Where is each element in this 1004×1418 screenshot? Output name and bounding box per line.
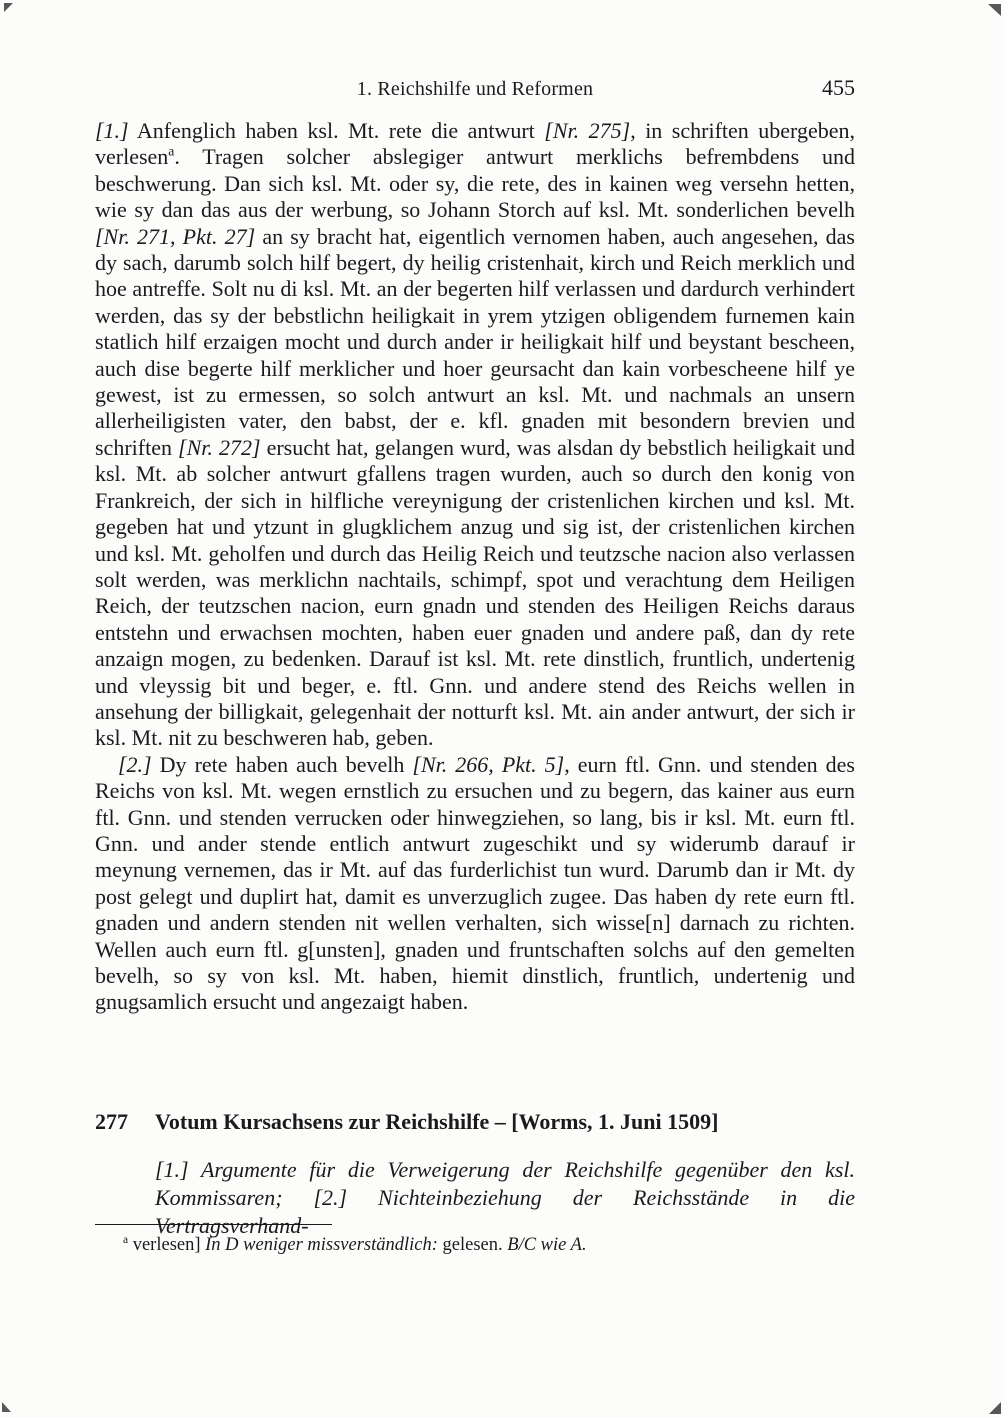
entry-heading (95, 1108, 855, 1135)
scan-artifact-top-left (4, 3, 13, 12)
paragraph-1: [1.] Anfenglich haben ksl. Mt. rete die antwurt [Nr. 275], in schriften ubergeben, verlesen$^a$. Tragen solcher abslegiger antwurt merklichs befrembdens und beschwerung. Dan sich ksl. Mt. oder sy, die rete, des in kainen weg versehn hetten, wie sy dan das aus der werbung, so Johann Storch auf ksl. Mt. sonderlichen bevelh [Nr. 271, Pkt. 27] an sy bracht hat, eigentlich vernomen haben, auch angesehen, das dy sach, darumb solch hilf begert, dy heilig cristenhait, kirch und Reich merklich und hoe antreffe. Solt nu di ksl. Mt. an der begerten hilf verlassen und dardurch verhindert werden, das sy der bebstlichn heiligkait in yrem ytzigen obligendem furnemen kain statlich hilf erzaigen mocht und durch ander ir heiligkait hilf und beystant bescheen, auch dise begerte hilf merklicher und hoer geursacht dan kain vorbescheene hilf ye gewest, ist zu ermessen, so solch antwurt an ksl. Mt. und nachmals an unsern allerheiligisten vater, den babst, der e. kfl. gnaden mit besondern brevien und schriften [Nr. 272] ersucht hat, gelangen wurd, was alsdan dy bebstlich heiligkait und ksl. Mt. ab solcher antwurt gfallens tragen wurden, auch so durch den konig von Frankreich, der sich in hilfliche vereynigung der cristenlichen kirchen und ksl. Mt. gegeben hat und ytzunt in glugklichem anzug und sig ist, der cristenlichen kirchen und ksl. Mt. geholfen und durch das Heilig Reich und teutzsche nacion also verlassen solt werden, was merklichn nachtails, schimpf, spot und verachtung dem Heiligen Reich, der teutzschen nacion, eurn gnadn und stenden des Heiligen Reichs daraus entstehn und erwachsen mochten, haben euer gnaden und andere paß, dan dy rete anzaign mogen, zu bedenken. Darauf ist ksl. Mt. rete dinstlich, fruntlich, undertenig und vleyssig bit und beger, e. ftl. Gnn. und andere stend des Reichs wellen in ansehung der billigkait, gelegenhait der notturft ksl. Mt. ain ander antwurt, der sich ir ksl. Mt. nit zu beschweren hab, geben. (95, 118, 856, 751)
scan-artifact-top-right (988, 4, 1001, 16)
running-title: 1. Reichshilfe und Reformen (356, 78, 594, 100)
footnote-area (95, 1224, 855, 1257)
footnote-a: $^a$ verlesen] In D weniger missverständlich: gelesen. B/C wie A. (123, 1233, 587, 1255)
entry-277 (95, 1108, 855, 1240)
scan-artifact-bottom-right (989, 1402, 1001, 1414)
scan-artifact-bottom-left (2, 1402, 11, 1412)
footnote-separator (95, 1224, 332, 1225)
entry-summary: [1.] Argumente für die Verweigerung der Reichshilfe gegenüber den ksl. Kommissaren; [2.] Nichteinbeziehung der Reichsstände in die Vertragsverhand- (155, 1157, 855, 1238)
main-text-block (95, 118, 855, 1016)
paragraph-2: [2.] Dy rete haben auch bevelh [Nr. 266, Pkt. 5], eurn ftl. Gnn. und stenden des Reichs von ksl. Mt. wegen ernstlich zu ersuchen und zu begern, das kainer aus eurn ftl. Gnn. und stenden verrucken oder hinwegziehen, so lang, bis ir ksl. Mt. eurn ftl. Gnn. und ander stende entlich antwurt zugeschikt und sy widerumb darauf ir meynung vernemen, das ir Mt. auf das furderlichist tun wurd. Darumb dan ir Mt. dy post gelegt und duplirt hat, damit es unverzuglich zugee. Das haben dy rete eurn ftl. gnaden und andern stenden nit wellen verhalten, sich wisse[n] darnach zu richten. Wellen auch eurn ftl. g[unsten], gnaden und fruntschaften solchs auf den gemelten bevelh, so sy von ksl. Mt. haben, hiemit dinstlich, fruntlich, undertenig und gnugsamlich ersucht und angezaigt haben. (95, 751, 855, 1015)
page-number: 455 (822, 75, 855, 100)
entry-number: 277 (95, 1109, 128, 1134)
entry-title: Votum Kursachsens zur Reichshilfe – [Worms, 1. Juni 1509] (155, 1109, 719, 1134)
page-header (95, 75, 855, 101)
